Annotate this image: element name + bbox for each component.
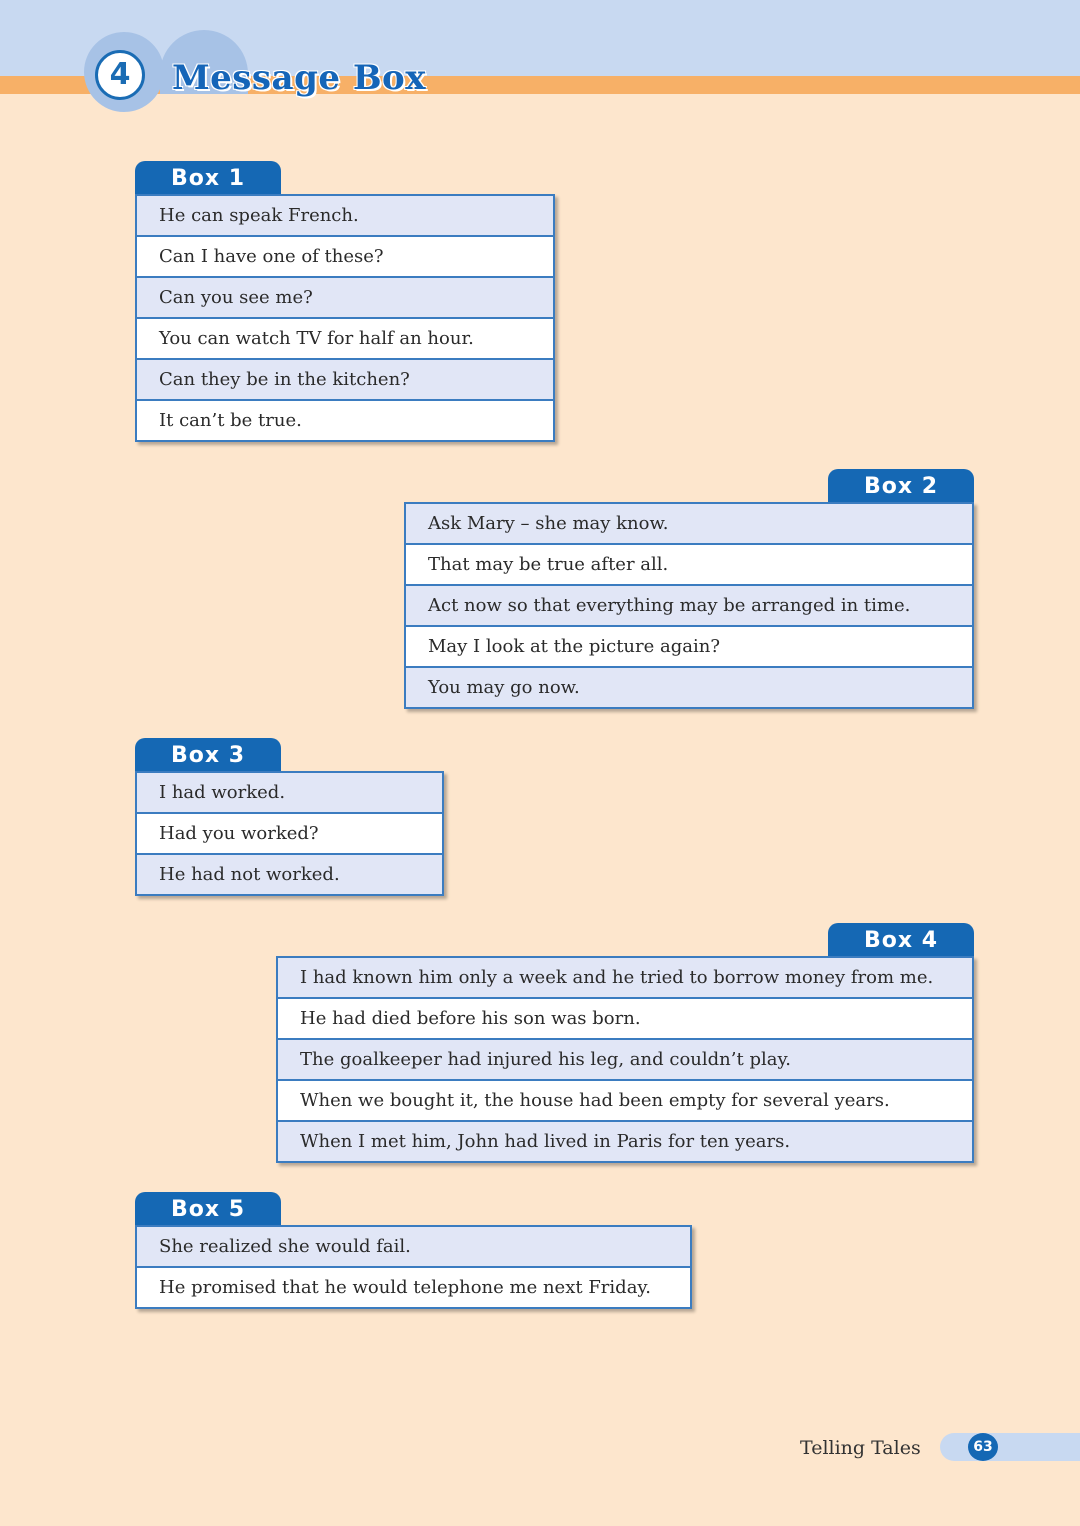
page-number: 63 (968, 1433, 998, 1461)
sentence-row: He had not worked. (137, 853, 442, 894)
sentence-row: She realized she would fail. (137, 1227, 690, 1266)
sentence-row: He can speak French. (137, 196, 553, 235)
sentence-row: Can I have one of these? (137, 235, 553, 276)
sentence-row: I had known him only a week and he tried to borrow money from me. (278, 958, 972, 997)
sentence-row: You may go now. (406, 666, 972, 707)
box-label: Box 5 (135, 1192, 281, 1225)
section-number-badge: 4 (95, 50, 145, 100)
book-title: Telling Tales (800, 1437, 921, 1459)
message-box-2 (404, 474, 974, 709)
box-rows (276, 956, 974, 1163)
message-box-3 (135, 743, 444, 896)
box-label: Box 4 (828, 923, 974, 956)
box-rows (135, 771, 444, 896)
message-box-5 (135, 1197, 692, 1309)
box-rows (135, 194, 555, 442)
sentence-row: It can’t be true. (137, 399, 553, 440)
message-box-4 (276, 928, 974, 1163)
sentence-row: Act now so that everything may be arranged in time. (406, 584, 972, 625)
sentence-row: May I look at the picture again? (406, 625, 972, 666)
sentence-row: I had worked. (137, 773, 442, 812)
box-label: Box 2 (828, 469, 974, 502)
message-box-1 (135, 166, 555, 442)
box-label: Box 1 (135, 161, 281, 194)
box-rows (404, 502, 974, 709)
sentence-row: When I met him, John had lived in Paris for ten years. (278, 1120, 972, 1161)
sentence-row: Had you worked? (137, 812, 442, 853)
sentence-row: Ask Mary – she may know. (406, 504, 972, 543)
sentence-row: He promised that he would telephone me next Friday. (137, 1266, 690, 1307)
sentence-row: When we bought it, the house had been empty for several years. (278, 1079, 972, 1120)
sentence-row: Can they be in the kitchen? (137, 358, 553, 399)
sentence-row: You can watch TV for half an hour. (137, 317, 553, 358)
sentence-row: That may be true after all. (406, 543, 972, 584)
sentence-row: The goalkeeper had injured his leg, and couldn’t play. (278, 1038, 972, 1079)
box-rows (135, 1225, 692, 1309)
box-label: Box 3 (135, 738, 281, 771)
sentence-row: Can you see me? (137, 276, 553, 317)
section-title: Message Box (172, 58, 427, 98)
sentence-row: He had died before his son was born. (278, 997, 972, 1038)
footer-band (940, 1433, 1080, 1461)
